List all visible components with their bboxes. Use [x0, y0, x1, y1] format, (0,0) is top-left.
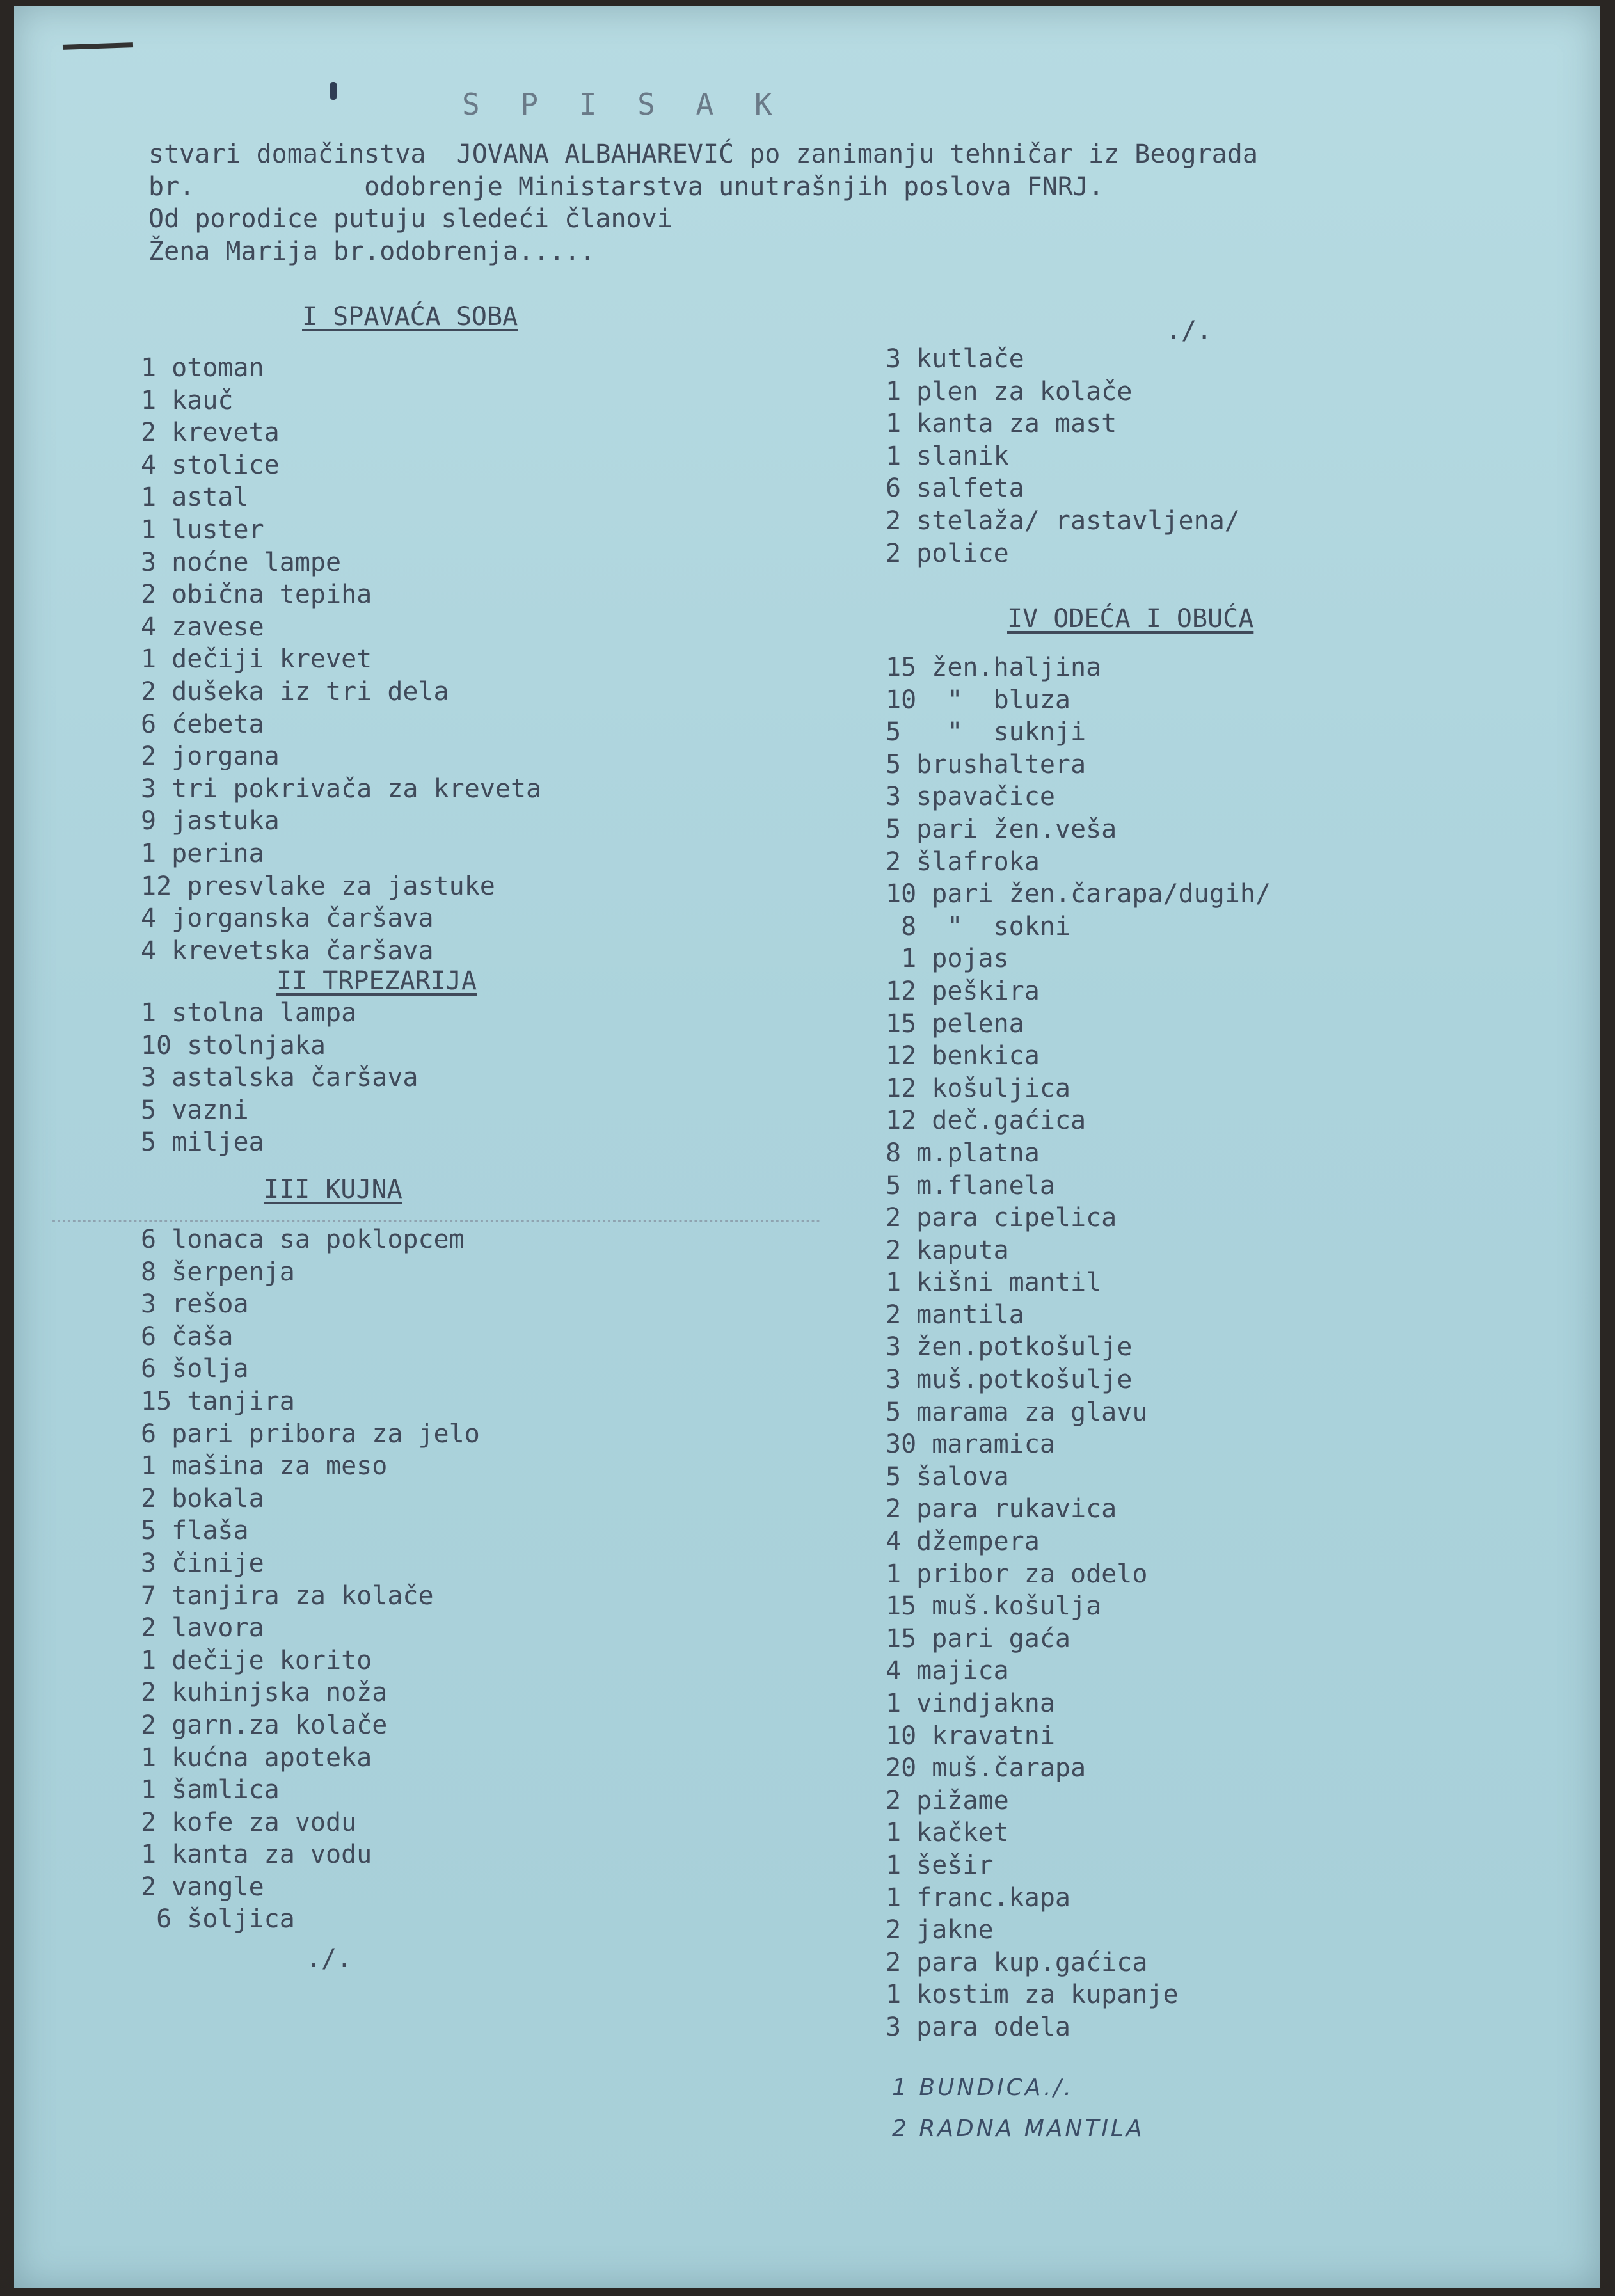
list-item: 1 šešir [886, 1850, 994, 1880]
document-title: S P I S A K [462, 87, 784, 122]
list-odeca-obuca [886, 651, 1271, 2044]
list-item: 5 brushaltera [886, 749, 1086, 779]
list-item: 3 činije [141, 1548, 264, 1578]
list-item: 1 dečije korito [141, 1645, 372, 1675]
list-item: 1 kućna apoteka [141, 1742, 372, 1773]
list-item: 1 kanta za mast [886, 409, 1117, 439]
list-item: 8 šerpenja [141, 1257, 295, 1287]
list-item: 2 kuhinjska noža [141, 1678, 388, 1708]
list-item: 5 pari žen.veša [886, 814, 1117, 844]
list-item: 2 dušeka iz tri dela [141, 676, 449, 706]
list-item: 6 lonaca sa poklopcem [141, 1225, 465, 1254]
continuation-mark-top: ./. [1166, 316, 1213, 346]
list-item: 1 mašina za meso [141, 1451, 388, 1481]
list-item: 5 m.flanela [886, 1170, 1055, 1200]
list-item: 2 pižame [886, 1785, 1009, 1815]
list-item: 2 šlafroka [886, 847, 1040, 877]
list-item: 1 kanta za vodu [141, 1840, 372, 1870]
list-item: 10 kravatni [886, 1721, 1055, 1751]
list-item: 2 para cipelica [886, 1203, 1117, 1233]
list-item: 2 jakne [886, 1915, 994, 1945]
list-item: 3 kutlače [886, 344, 1024, 374]
header-line: Od porodice putuju sledeći članovi [148, 204, 672, 234]
list-spavaca-soba [141, 352, 541, 967]
list-trpezarija [141, 997, 418, 1159]
list-item: 1 kišni mantil [886, 1268, 1102, 1298]
list-item: 5 miljea [141, 1128, 264, 1158]
list-item: 1 kačket [886, 1818, 1009, 1848]
list-item: 5 marama za glavu [886, 1397, 1148, 1427]
list-item: 1 plen za kolače [886, 376, 1133, 406]
handwritten-line-1: 1 BUNDICA./. [892, 2075, 1074, 2101]
list-item: 1 vindjakna [886, 1689, 1055, 1718]
section-heading-spavaca-soba: I SPAVAĆA SOBA [302, 302, 518, 331]
list-item: 1 franc.kapa [886, 1883, 1070, 1913]
list-item: 2 lavora [141, 1613, 264, 1643]
dotted-divider [52, 1220, 820, 1222]
list-item: 3 muš.potkošulje [886, 1365, 1133, 1395]
list-item: 3 tri pokrivača za kreveta [141, 774, 542, 804]
list-item: 12 košuljica [886, 1073, 1070, 1103]
list-item: 12 presvlake za jastuke [141, 871, 495, 901]
list-item: 4 zavese [141, 612, 264, 642]
list-item: 3 astalska čaršava [141, 1063, 418, 1093]
list-item: 2 para rukavica [886, 1494, 1117, 1524]
list-item: 1 pojas [886, 944, 1009, 974]
handwritten-line-2: 2 RADNA MANTILA [892, 2116, 1145, 2142]
list-item: 1 kauč [141, 385, 234, 415]
list-item: 1 slanik [886, 441, 1009, 471]
list-item: 15 pari gaća [886, 1623, 1070, 1654]
section-heading-kujna: III KUJNA [264, 1175, 402, 1204]
list-kujna [141, 1224, 480, 1936]
list-item: 1 šamlica [141, 1775, 280, 1805]
list-item: 1 luster [141, 514, 264, 545]
list-item: 1 dečiji krevet [141, 644, 372, 674]
list-item: 4 džempera [886, 1527, 1040, 1557]
list-item: 1 pribor za odelo [886, 1559, 1148, 1589]
list-item: 2 stelaža/ rastavljena/ [886, 506, 1240, 536]
list-item: 10 pari žen.čarapa/dugih/ [886, 879, 1271, 909]
list-item: 2 bokala [141, 1483, 264, 1513]
list-item: 6 salfeta [886, 474, 1024, 504]
list-item: 2 obična tepiha [141, 580, 372, 610]
punch-mark [330, 82, 337, 100]
list-item: 10 " bluza [886, 685, 1070, 715]
list-item: 6 ćebeta [141, 709, 264, 739]
document-page [14, 6, 1600, 2288]
list-item: 7 tanjira za kolače [141, 1581, 434, 1611]
list-item: 5 " suknji [886, 717, 1086, 747]
list-item: 15 žen.haljina [886, 653, 1102, 682]
list-item: 15 pelena [886, 1008, 1024, 1039]
list-item: 3 para odela [886, 2012, 1070, 2042]
list-item: 2 vangle [141, 1872, 264, 1902]
list-item: 3 žen.potkošulje [886, 1332, 1133, 1362]
list-item: 2 jorgana [141, 742, 280, 772]
list-item: 1 otoman [141, 353, 264, 383]
list-item: 3 rešoa [141, 1289, 249, 1319]
list-item: 3 spavačice [886, 782, 1055, 812]
list-item: 15 muš.košulja [886, 1591, 1102, 1622]
list-item: 2 kaputa [886, 1235, 1009, 1265]
list-item: 2 kreveta [141, 418, 280, 448]
list-kujna-continued [886, 343, 1240, 570]
section-heading-trpezarija: II TRPEZARIJA [276, 966, 477, 996]
list-item: 2 kofe za vodu [141, 1807, 357, 1837]
header-line: br. odobrenje Ministarstva unutrašnjih poslova FNRJ. [148, 171, 1104, 202]
list-item: 8 m.platna [886, 1138, 1040, 1168]
list-item: 6 šolja [141, 1354, 249, 1384]
continuation-mark-bottom: ./. [306, 1944, 353, 1973]
list-item: 2 garn.za kolače [141, 1710, 388, 1740]
list-item: 8 " sokni [886, 911, 1070, 941]
list-item: 20 muš.čarapa [886, 1753, 1086, 1783]
list-item: 5 šalova [886, 1462, 1009, 1492]
list-item: 5 vazni [141, 1095, 249, 1125]
header-line: stvari domačinstva JOVANA ALBAHAREVIĆ po zanimanju tehničar iz Beograda [148, 140, 1258, 169]
list-item: 9 jastuka [141, 806, 280, 836]
list-item: 1 astal [141, 482, 249, 513]
list-item: 2 mantila [886, 1300, 1024, 1330]
list-item: 12 benkica [886, 1041, 1040, 1071]
list-item: 4 majica [886, 1656, 1009, 1686]
list-item: 1 stolna lampa [141, 998, 357, 1028]
list-item: 10 stolnjaka [141, 1030, 326, 1060]
list-item: 5 flaša [141, 1516, 249, 1546]
list-item: 6 čaša [141, 1321, 234, 1351]
header-line: Žena Marija br.odobrenja..... [148, 236, 596, 266]
list-item: 30 maramica [886, 1430, 1055, 1460]
list-item: 4 jorganska čaršava [141, 904, 434, 934]
list-item: 4 krevetska čaršava [141, 936, 434, 966]
header-block [148, 138, 1258, 267]
corner-mark [63, 42, 133, 50]
list-item: 1 perina [141, 838, 264, 868]
list-item: 3 noćne lampe [141, 547, 342, 577]
list-item: 6 pari pribora za jelo [141, 1419, 480, 1449]
list-item: 12 peškira [886, 976, 1040, 1006]
list-item: 2 police [886, 538, 1009, 568]
list-item: 6 šoljica [141, 1904, 295, 1934]
list-item: 2 para kup.gaćica [886, 1947, 1148, 1977]
list-item: 4 stolice [141, 450, 280, 480]
list-item: 1 kostim za kupanje [886, 1980, 1179, 2010]
section-heading-odeca-obuca: IV ODEĆA I OBUĆA [1007, 604, 1254, 634]
list-item: 15 tanjira [141, 1386, 295, 1416]
list-item: 12 deč.gaćica [886, 1106, 1086, 1136]
